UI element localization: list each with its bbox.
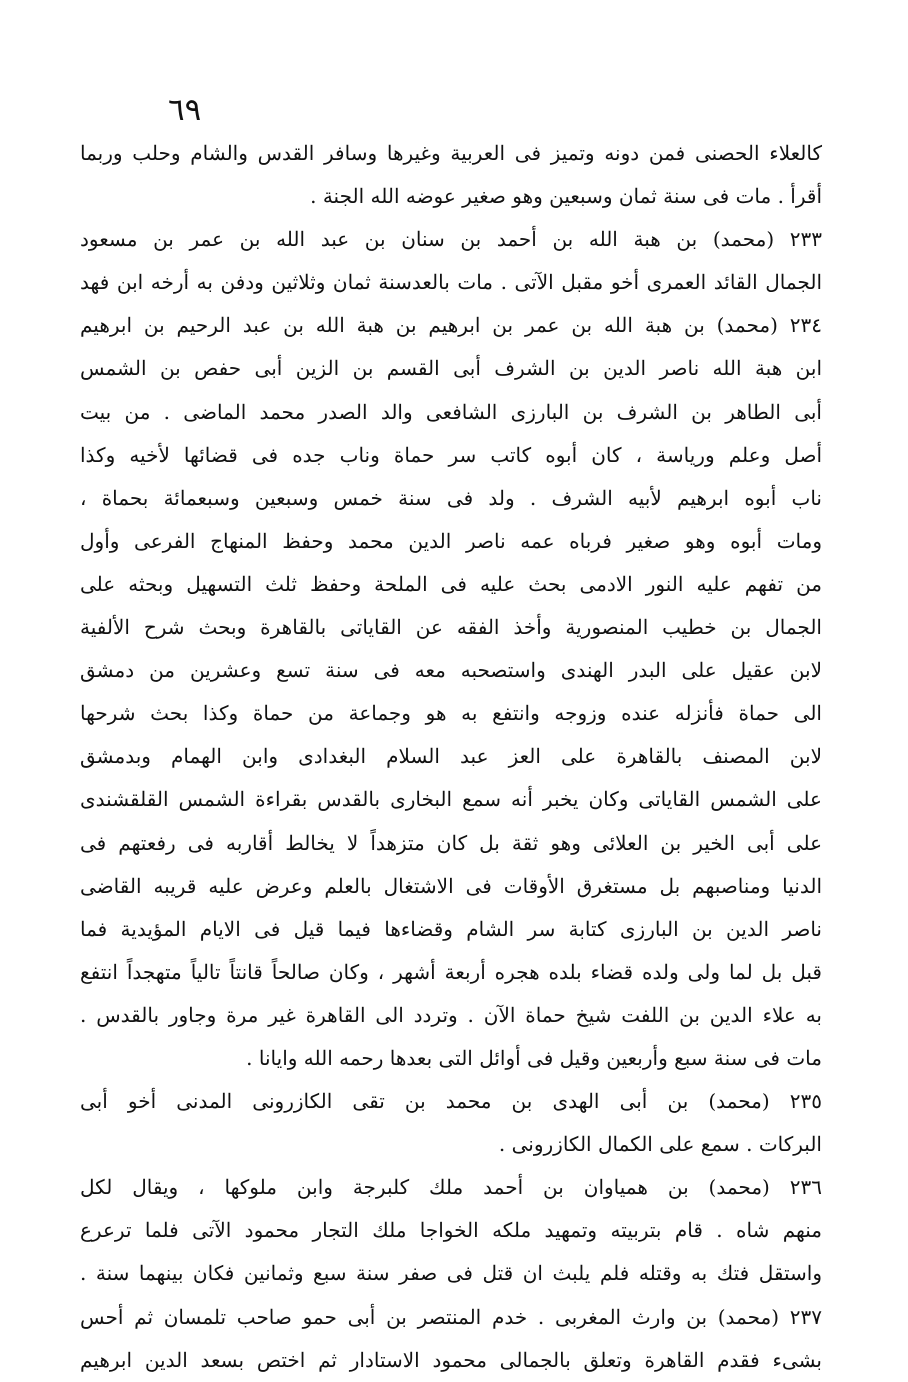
text-line: كالعلاء الحصنى فمن دونه وتميز فى العربية وغيرها وسافر القدس والشام وحلب وربما <box>80 141 822 165</box>
text-line: أقرأ . مات فى سنة ثمان وسبعين وهو صغير عوضه الله الجنة . <box>310 184 822 209</box>
text-line: واستقل فتك به وقتله فلم يلبث ان قتل فى صفر سنة سبع وثمانين فكان بينهما سنة . <box>80 1261 822 1286</box>
text-line: أبى الطاهر بن الشرف بن البارزى الشافعى والد الصدر محمد الماضى . من بيت <box>80 399 822 424</box>
text-line: من تفهم عليه النور الادمى بحث عليه فى الملحة وحفظ ثلث التسهيل وبحثه على <box>80 571 823 596</box>
text-line: ناصر الدين بن البارزى كتابة سر الشام وقضاءها فيما قيل فى الايام المؤيدية فما <box>80 916 822 941</box>
text-line: الجمال القائد العمرى أخو مقبل الآتى . مات بالعدسنة ثمان وثلاثين ودفن به أرخه ابن فهد <box>80 270 822 295</box>
text-line: ٢٣٧ (محمد) بن وارث المغربى . خدم المنتصر بن أبى حمو صاحب تلمسان ثم أحس <box>80 1304 822 1329</box>
text-line: بشىء فقدم القاهرة وتعلق بالجمالى محمود الاستادار ثم اختص بسعد الدين ابرهيم <box>80 1347 822 1372</box>
text-line: ٢٣٥ (محمد) بن أبى الهدى بن محمد بن تقى الكازرونى المدنى أخو أبى <box>80 1089 822 1114</box>
text-line: لابن عقيل على البدر الهندى واستصحبه معه فى سنة تسع وعشرين من دمشق <box>80 658 822 683</box>
text-line: مات فى سنة سبع وأربعين وقيل فى أوائل التى بعدها رحمه الله وايانا . <box>246 1045 822 1070</box>
text-line: به علاء الدين بن اللفت شيخ حماة الآن . وتردد الى القاهرة غير مرة وجاور بالقدس . <box>80 1002 822 1027</box>
body-text <box>80 132 822 1382</box>
text-line: لابن المصنف بالقاهرة على العز عبد السلام البغدادى وابن الهمام وبدمشق <box>80 744 822 769</box>
text-line: منهم شاه . قام بتربيته وتمهيد ملكه الخواجا ملك التجار محمود الآتى فلما ترعرع <box>80 1218 822 1243</box>
text-line: أصل وعلم ورياسة ، كان أبوه كاتب سر حماة وناب جده فى قضائها لأخيه وكذا <box>80 442 822 467</box>
text-line: ٢٣٤ (محمد) بن هبة الله بن عمر بن ابرهيم بن هبة الله بن عبد الرحيم بن ابرهيم <box>80 313 822 338</box>
text-line: ٢٣٦ (محمد) بن همياوان بن أحمد ملك كلبرجة وابن ملوكها ، ويقال لكل <box>80 1175 822 1200</box>
text-line: الجمال بن خطيب المنصورية وأخذ الفقه عن القاياتى بالقاهرة وبحث شرح الألفية <box>80 615 822 640</box>
text-line: ومات أبوه وهو صغير فرباه عمه ناصر الدين محمد وحفظ المنهاج الفرعى وأول <box>80 528 822 553</box>
page-number: ٦٩ <box>168 92 202 128</box>
text-line: ٢٣٣ (محمد) بن هبة الله بن أحمد بن سنان بن عبد الله بن عمر بن مسعود <box>80 227 822 252</box>
text-line: البركات . سمع على الكمال الكازرونى . <box>498 1132 822 1157</box>
text-line: الى حماة فأنزله عنده وزوجه وانتفع به هو وجماعة من حماة وكذا بحث شرحها <box>80 701 822 726</box>
text-line: على الشمس القاياتى وكان يخبر أنه سمع البخارى بالقدس بقراءة الشمس القلقشندى <box>80 787 822 812</box>
text-line: الدنيا ومناصبهم بل مستغرق الأوقات فى الاشتغال بالعلم وعرض عليه قريبه القاضى <box>80 873 822 898</box>
text-line: على أبى الخير بن العلائى وهو ثقة بل كان متزهداً لا يخالط أقاربه فى رفعتهم فى <box>80 830 823 855</box>
text-line: ناب أبوه ابرهيم لأبيه الشرف . ولد فى سنة خمس وسبعين وسبعمائة بحماة ، <box>80 485 822 510</box>
text-line: قبل بل لما ولى ولده قضاء بلده هجره أربعة أشهر ، وكان صالحاً قانتاً تالياً متهجداً انتفع <box>80 959 822 984</box>
text-line: ابن هبة الله ناصر الدين بن الشرف أبى القسم بن الزين أبى حفص بن الشمس <box>80 356 822 381</box>
